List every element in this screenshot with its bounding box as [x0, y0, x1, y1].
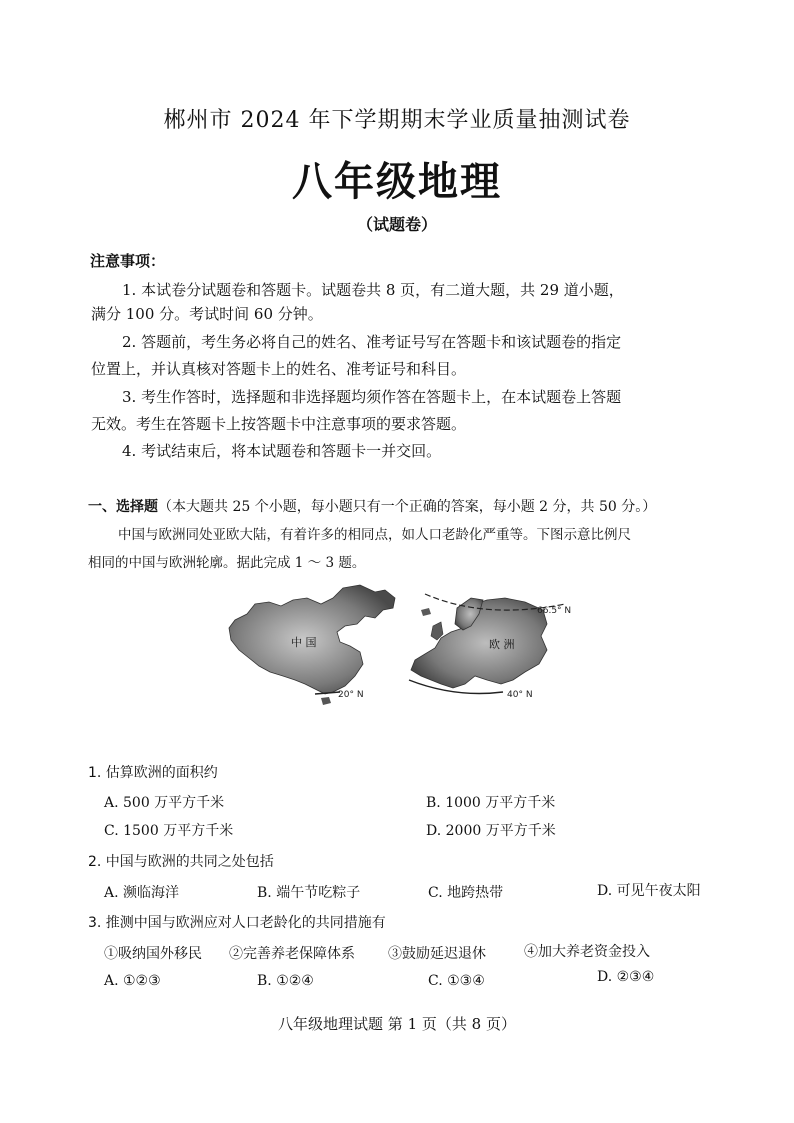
china-label: 中 国: [291, 636, 317, 649]
map-figure: [225, 580, 575, 715]
section-title: 一、选择题: [88, 499, 158, 515]
hainan-island: [321, 697, 331, 705]
option: D. ②③④: [597, 969, 655, 985]
paper-type: （试题卷）: [356, 215, 437, 234]
notice-line: 3. 考生作答时，选择题和非选择题均须作答在答题卡上，在本试题卷上答题: [122, 388, 622, 406]
lat-line-20n: [315, 692, 340, 694]
option: D. 可见午夜太阳: [597, 883, 701, 899]
intro-line: 中国与欧洲同处亚欧大陆，有着许多的相同点，如人口老龄化严重等。下图示意比例尺: [118, 527, 631, 543]
option: A. ①②③: [104, 973, 161, 989]
europe-label: 欧 洲: [489, 638, 515, 651]
iceland: [421, 608, 431, 616]
option: D. 2000 万平方千米: [426, 823, 556, 839]
intro-line: 相同的中国与欧洲轮廓。据此完成 1 ～ 3 题。: [88, 555, 366, 571]
notice-line: 无效。考生在答题卡上按答题卡中注意事项的要求答题。: [91, 415, 467, 433]
measure-item: ③鼓励延迟退休: [388, 946, 486, 962]
section-heading: [88, 496, 656, 516]
option: B. ①②④: [257, 973, 314, 989]
lat-label-40n: 40° N: [507, 690, 533, 700]
question-stem: 3. 推测中国与欧洲应对人口老龄化的共同措施有: [88, 915, 386, 931]
notice-line: 4. 考试结束后，将本试题卷和答题卡一并交回。: [122, 442, 442, 460]
measure-item: ②完善养老保障体系: [229, 946, 355, 962]
option: C. 1500 万平方千米: [104, 823, 234, 839]
option: B. 端午节吃粽子: [257, 885, 361, 901]
page-footer: 八年级地理试题 第 1 页（共 8 页）: [278, 1015, 516, 1033]
lat-label-20n: 20° N: [338, 690, 364, 700]
question-stem: 2. 中国与欧洲的共同之处包括: [88, 854, 274, 870]
section-desc: （本大题共 25 个小题，每小题只有一个正确的答案，每小题 2 分，共 50 分。）: [158, 499, 657, 515]
subject-title: 八年级地理: [292, 159, 502, 205]
option: C. 地跨热带: [428, 885, 504, 901]
notice-heading: 注意事项：: [90, 252, 166, 270]
british-isles: [431, 622, 443, 640]
exam-title: 郴州市 2024 年下学期期末学业质量抽测试卷: [163, 108, 631, 133]
measure-item: ④加大养老资金投入: [524, 944, 650, 960]
option: A. 500 万平方千米: [104, 795, 225, 811]
notice-line: 2. 答题前，考生务必将自己的姓名、准考证号写在答题卡和该试题卷的指定: [122, 333, 622, 351]
notice-line: 位置上，并认真核对答题卡上的姓名、准考证号和科目。: [91, 360, 467, 378]
question-stem: 1. 估算欧洲的面积约: [88, 765, 218, 781]
notice-line: 1. 本试卷分试题卷和答题卡。试题卷共 8 页，有二道大题，共 29 道小题，: [122, 281, 624, 299]
measure-item: ①吸纳国外移民: [104, 946, 202, 962]
notice-line: 满分 100 分。考试时间 60 分钟。: [91, 305, 323, 323]
lat-label-66n: 66.5° N: [537, 606, 572, 616]
option: C. ①③④: [428, 973, 485, 989]
option: A. 濒临海洋: [104, 885, 180, 901]
option: B. 1000 万平方千米: [426, 795, 556, 811]
